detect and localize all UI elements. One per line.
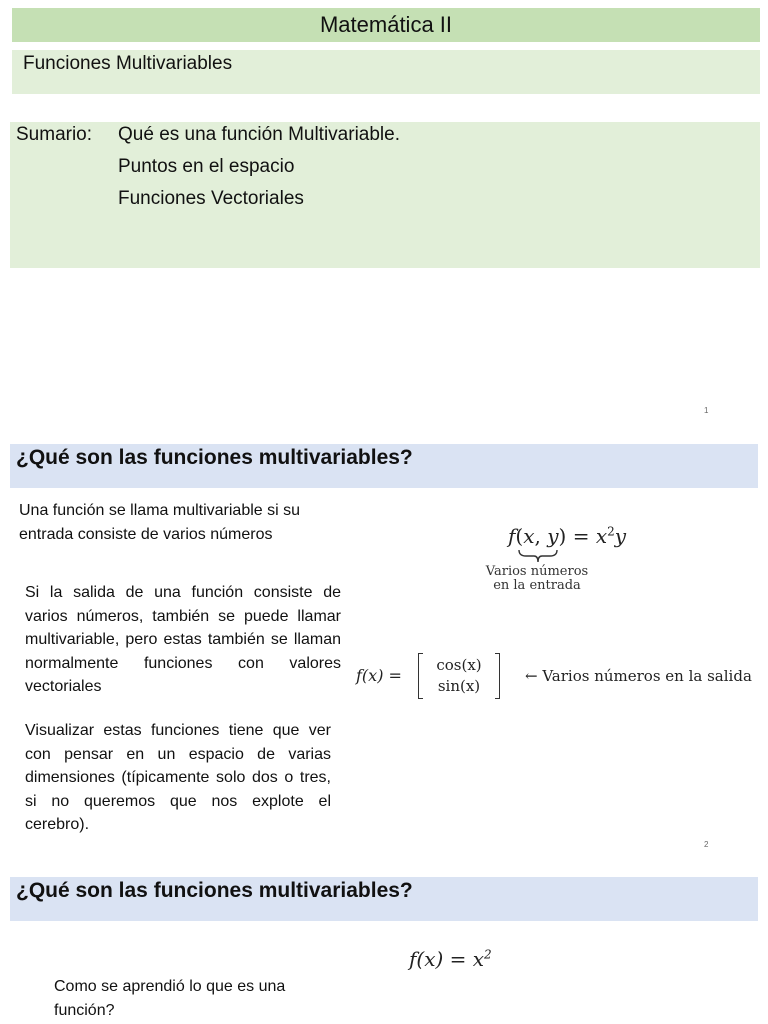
formula-symbol: f — [508, 524, 516, 548]
formula-symbol: f(x) = x — [409, 947, 485, 971]
slide-title: Matemática II — [12, 8, 760, 42]
formula-output-note: ← Varios números en la salida — [525, 667, 752, 685]
subtitle-text: Funciones Multivariables — [23, 53, 233, 74]
summary-item: Qué es una función Multivariable. — [118, 124, 400, 145]
paragraph-visualize: Visualizar estas funciones tiene que ver con pensar en un espacio de varias dimensiones (típicamente solo dos o tres, si no queremos que nos explote el cerebro). — [25, 722, 331, 833]
section-heading — [10, 877, 758, 921]
page-number: 1 — [704, 406, 709, 415]
summary-box — [10, 122, 760, 268]
formula-multivariable-input — [508, 524, 626, 548]
formula-vector-matrix — [418, 653, 500, 699]
formula-symbol: x — [523, 524, 535, 548]
question-text: Como se aprendió lo que es una función? — [54, 978, 286, 1019]
slide-subtitle — [12, 50, 760, 94]
paragraph-vector-valued: Si la salida de una función consiste de varios números, también se puede llamar multivariable, pero estas también se llaman normalmente funciones con valores vectoriales — [25, 584, 341, 695]
formula-vector-lhs: f(x) = — [356, 666, 402, 685]
paragraph-definition: Una función se llama multivariable si su entrada consiste de varios números — [19, 502, 301, 543]
summary-item: Funciones Vectoriales — [118, 188, 304, 209]
note-line: Varios números — [485, 564, 589, 579]
formula-square — [409, 947, 492, 971]
heading-text: ¿Qué son las funciones multivariables? — [16, 879, 413, 902]
underbrace-icon — [518, 549, 558, 563]
formula-symbol: = — [566, 524, 596, 548]
summary-item: Puntos en el espacio — [118, 156, 295, 177]
summary-label: Sumario: — [16, 124, 93, 145]
formula-symbol: ) — [558, 524, 567, 548]
formula-symbol: y — [614, 524, 627, 548]
formula-symbol: x — [595, 524, 608, 548]
heading-text: ¿Qué son las funciones multivariables? — [16, 446, 413, 469]
formula-symbol: y — [547, 524, 559, 548]
formula-exponent: 2 — [484, 947, 492, 962]
matrix-row: cos(x) — [436, 656, 482, 674]
formula-exponent: 2 — [607, 524, 615, 539]
formula-input-note — [478, 565, 596, 593]
matrix-row: sin(x) — [437, 677, 481, 695]
section-heading — [10, 444, 758, 488]
formula-symbol: , — [534, 524, 548, 548]
formula-symbol: ( — [515, 524, 524, 548]
note-line: en la entrada — [493, 578, 581, 593]
page-number: 2 — [704, 840, 709, 849]
